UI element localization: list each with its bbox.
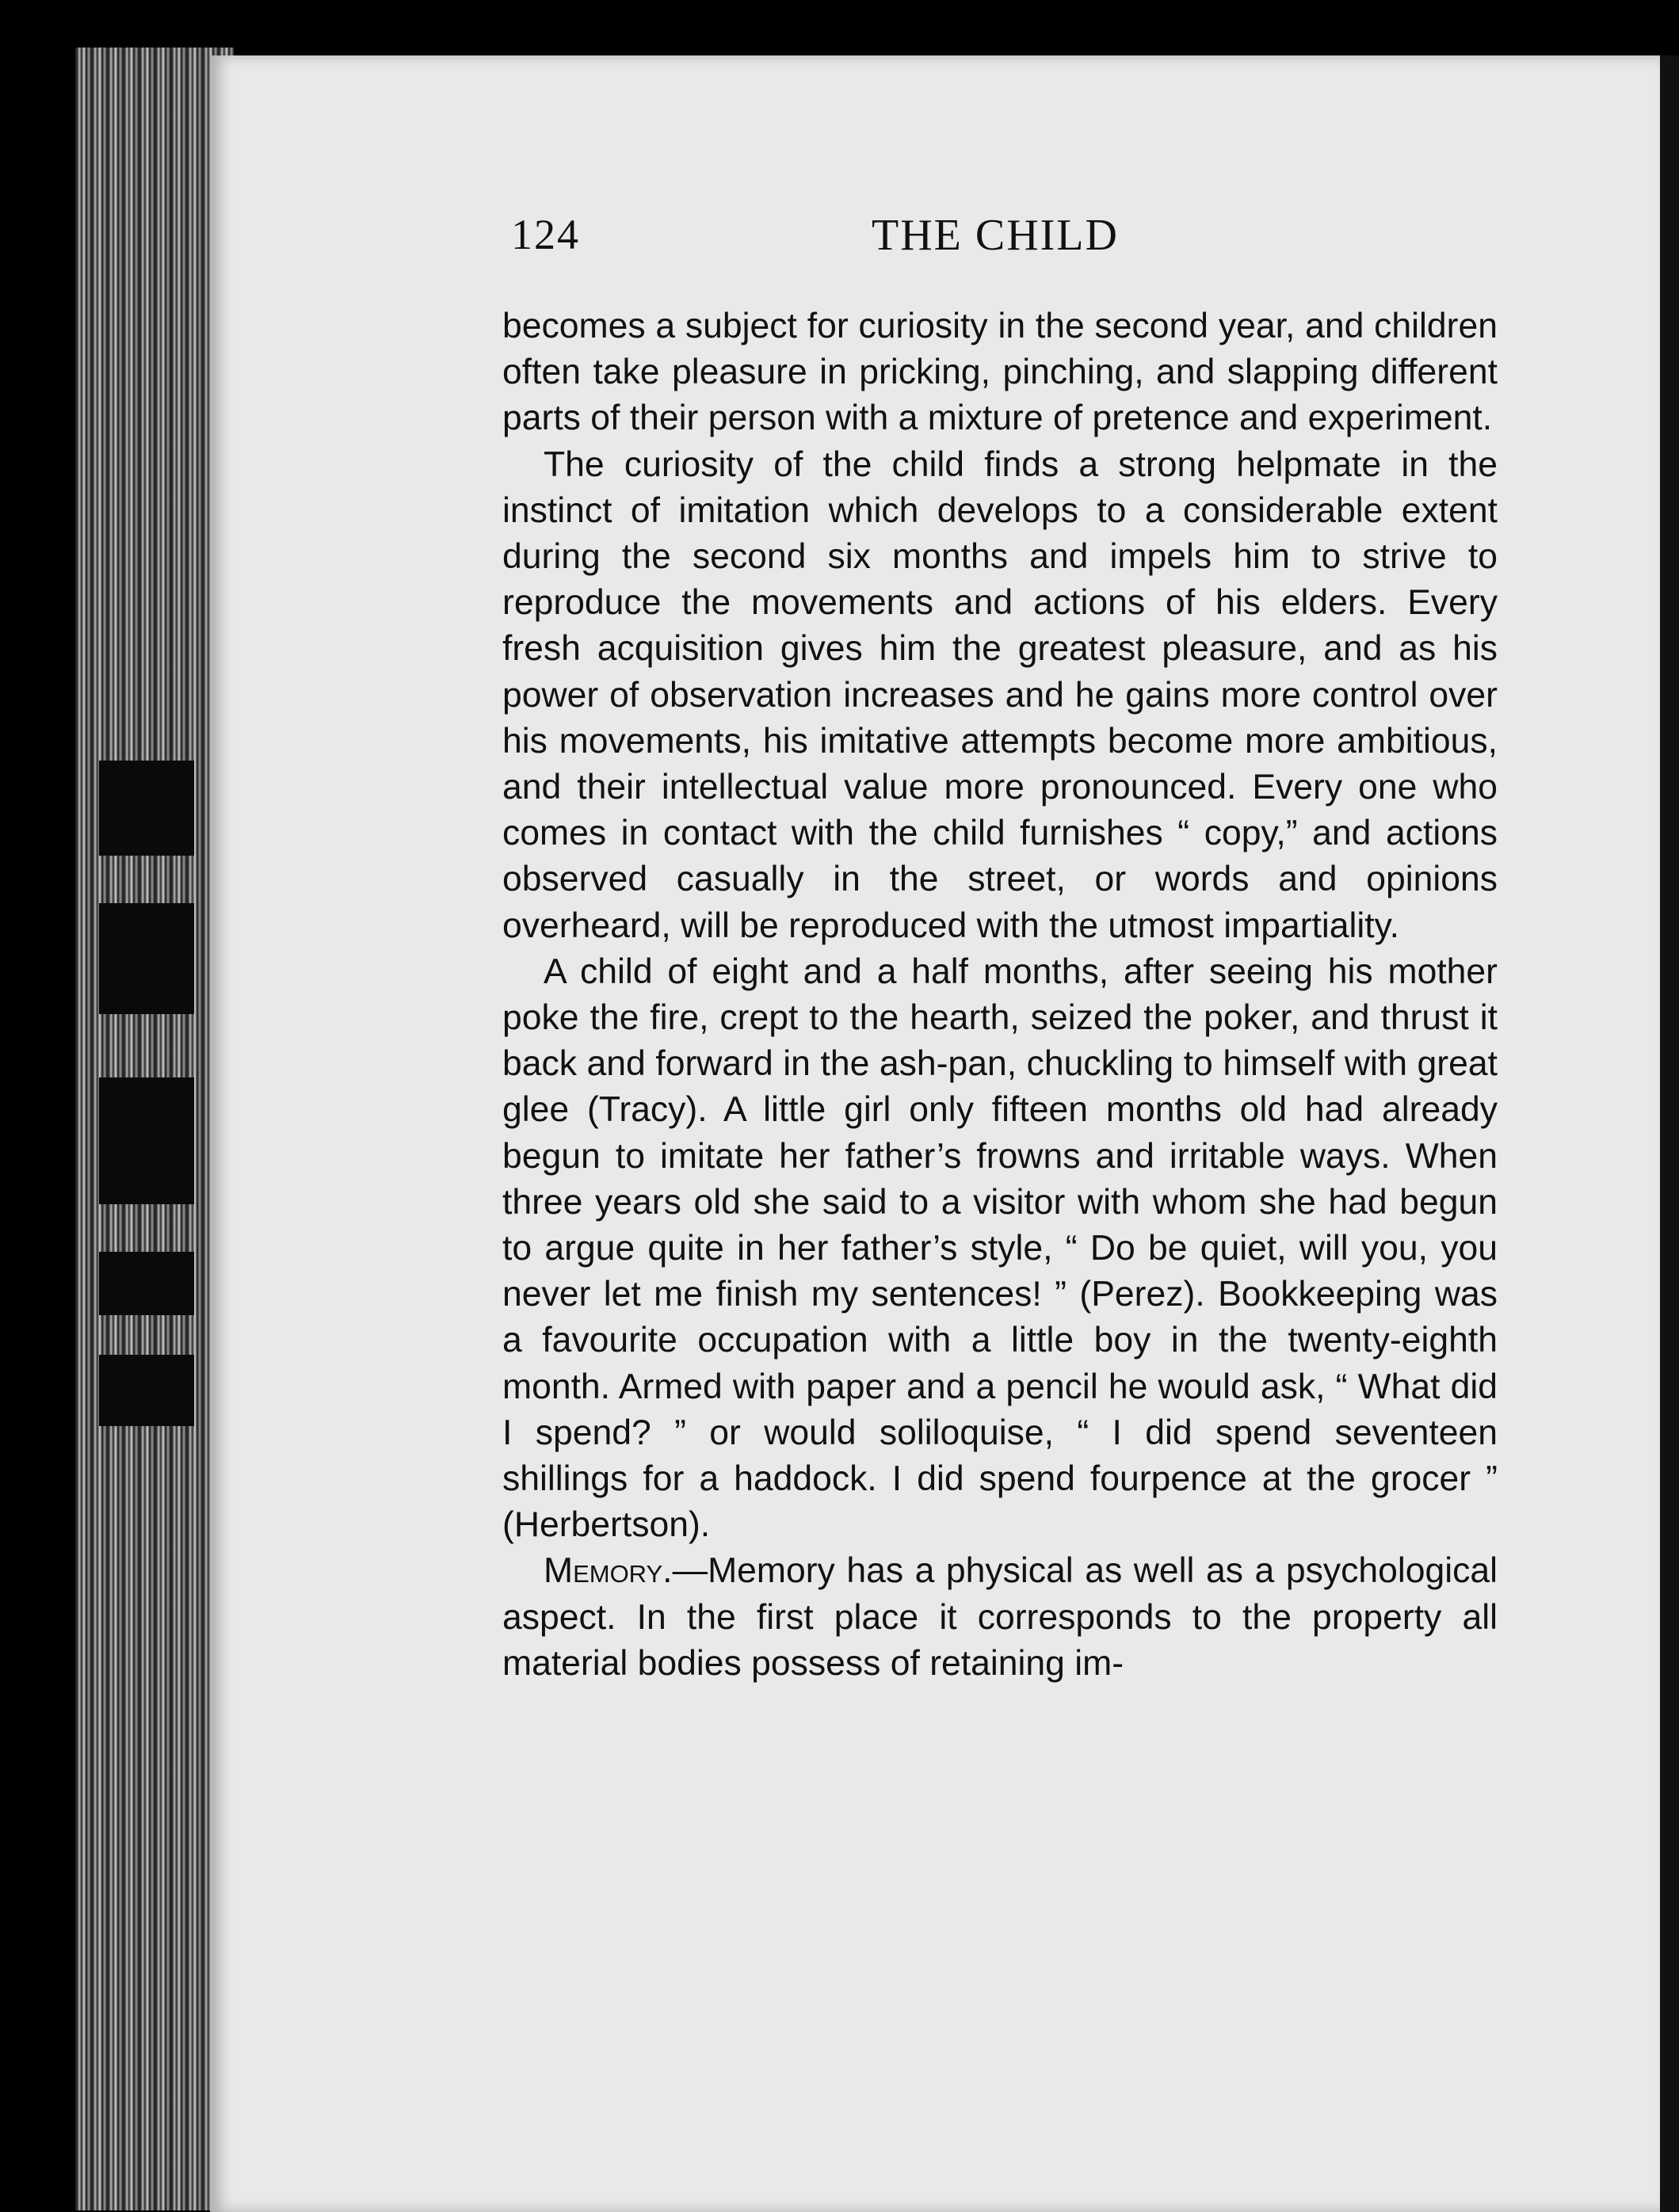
running-title: THE CHILD: [872, 211, 1119, 260]
paragraph-imitation: The curiosity of the child finds a strong helpmate in the instinct of imitation which develops to a considerable extent during the second six months and impels him to strive to reproduce the movements and actions of his elders. Every fresh acquisition gives him the greatest pleasure, and as his power of observation increases and he gains more control over his movements, his imitative attempts become more ambitious, and their intellectual value more pronounced. Every one who comes in contact with the child furnishes “ copy,” and actions observed casually in the street, or words and opinions overheard, will be reproduced with the utmost impartiality.: [502, 444, 1498, 945]
section-heading-memory: Memory.: [544, 1551, 673, 1591]
edge-shadow: [99, 1355, 194, 1426]
edge-shadow: [99, 761, 194, 856]
edge-shadow: [99, 1252, 194, 1315]
paragraph-examples: A child of eight and a half months, after seeing his mother poke the fire, crept to the hearth, seized the poker, and thrust it back and forward in the ash-pan, chuckling to himself with great glee (Tracy). A little girl only fifteen months old had already begun to imitate her father’s frowns and irritable ways. When three years old she said to a visitor with whom she had begun to argue quite in her father’s style, “ Do be quiet, will you, you never let me finish my sentences! ” (Perez). Bookkeeping was a favourite occupation with a little boy in the twenty-eighth month. Armed with paper and a pencil he would ask, “ What did I spend? ” or would soliloquise, “ I did spend seventeen shillings for a haddock. I did spend fourpence at the grocer ” (Herbertson).: [502, 952, 1498, 1545]
paragraph-memory-text: —Memory has a physical as well as a psychological aspect. In the first place it corresponds to the property all material bodies possess of retaining im-: [502, 1551, 1498, 1683]
paragraph-memory: [502, 1548, 1498, 1687]
paragraph-continued: becomes a subject for curiosity in the second year, and children often take pleasure in pricking, pinching, and slapping different parts of their person with a mixture of pretence and experiment.: [502, 307, 1498, 438]
edge-shadow: [99, 1077, 194, 1204]
body-text: [502, 303, 1498, 1687]
edge-shadow: [99, 903, 194, 1014]
page-right-border: [1660, 55, 1679, 2212]
page-header: [301, 210, 1189, 273]
page-number: 124: [511, 211, 580, 258]
